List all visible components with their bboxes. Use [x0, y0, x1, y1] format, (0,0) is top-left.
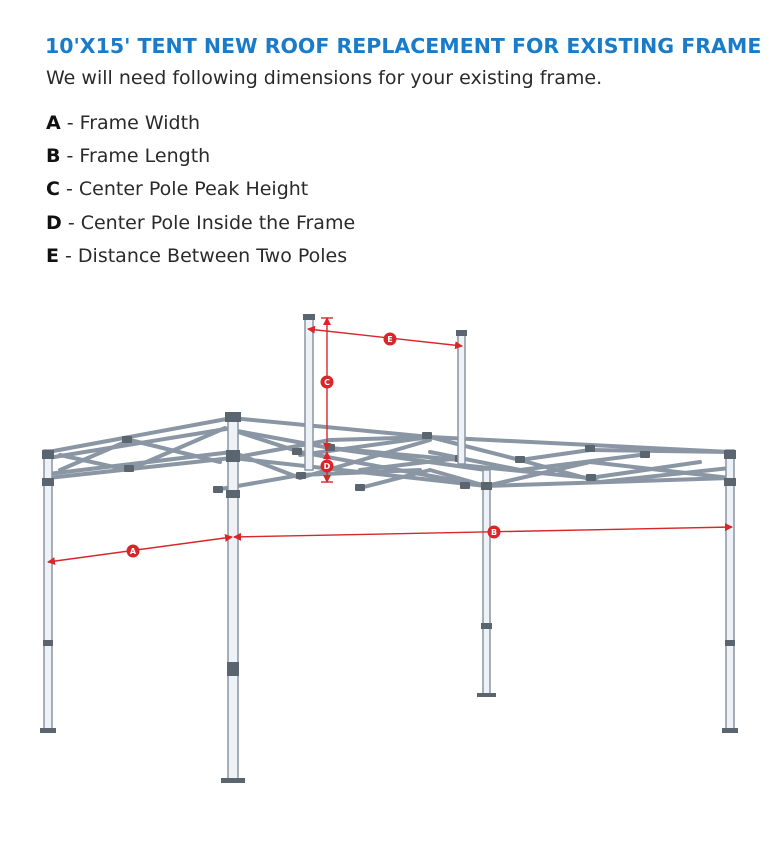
marker-b — [488, 526, 501, 539]
dimension-item-b — [46, 143, 355, 176]
dimension-item-a — [46, 110, 355, 143]
dimension-separator: - — [60, 112, 80, 134]
dimension-item-d — [46, 210, 355, 243]
marker-label: C — [324, 378, 330, 387]
dimension-letter: E — [46, 244, 59, 267]
dimension-description: Distance Between Two Poles — [77, 244, 348, 267]
marker-label: A — [129, 547, 137, 556]
tent-frame-diagram — [0, 290, 778, 849]
dimension-description: Center Pole Peak Height — [78, 178, 309, 201]
dimension-separator: - — [58, 244, 78, 267]
marker-c — [321, 376, 334, 389]
dimension-separator: - — [60, 145, 80, 168]
dimension-line-a — [48, 537, 232, 562]
dimension-description: Frame Length — [79, 145, 211, 168]
dimension-letter: B — [46, 145, 61, 168]
truss-frame — [48, 418, 730, 490]
marker-label: E — [387, 335, 393, 344]
marker-e — [384, 333, 397, 346]
dimension-item-e — [46, 243, 355, 276]
dimension-letter: C — [46, 178, 60, 201]
marker-label: B — [490, 528, 498, 537]
dimension-letter: A — [46, 112, 61, 134]
dimension-letter: D — [46, 211, 62, 234]
dimension-list — [46, 110, 355, 276]
marker-label: D — [323, 462, 331, 471]
dimension-separator: - — [59, 178, 79, 201]
page-subtitle: We will need following dimensions for your existing frame. — [46, 67, 603, 89]
dimension-separator: - — [61, 211, 81, 234]
page-title: 10'X15' TENT NEW ROOF REPLACEMENT FOR EXISTING FRAME — [45, 34, 762, 58]
dimension-item-c — [46, 176, 355, 209]
dimension-description: Center Pole Inside the Frame — [80, 211, 356, 234]
dimension-description: Frame Width — [79, 112, 201, 134]
marker-a — [127, 545, 140, 558]
marker-d — [321, 460, 334, 473]
